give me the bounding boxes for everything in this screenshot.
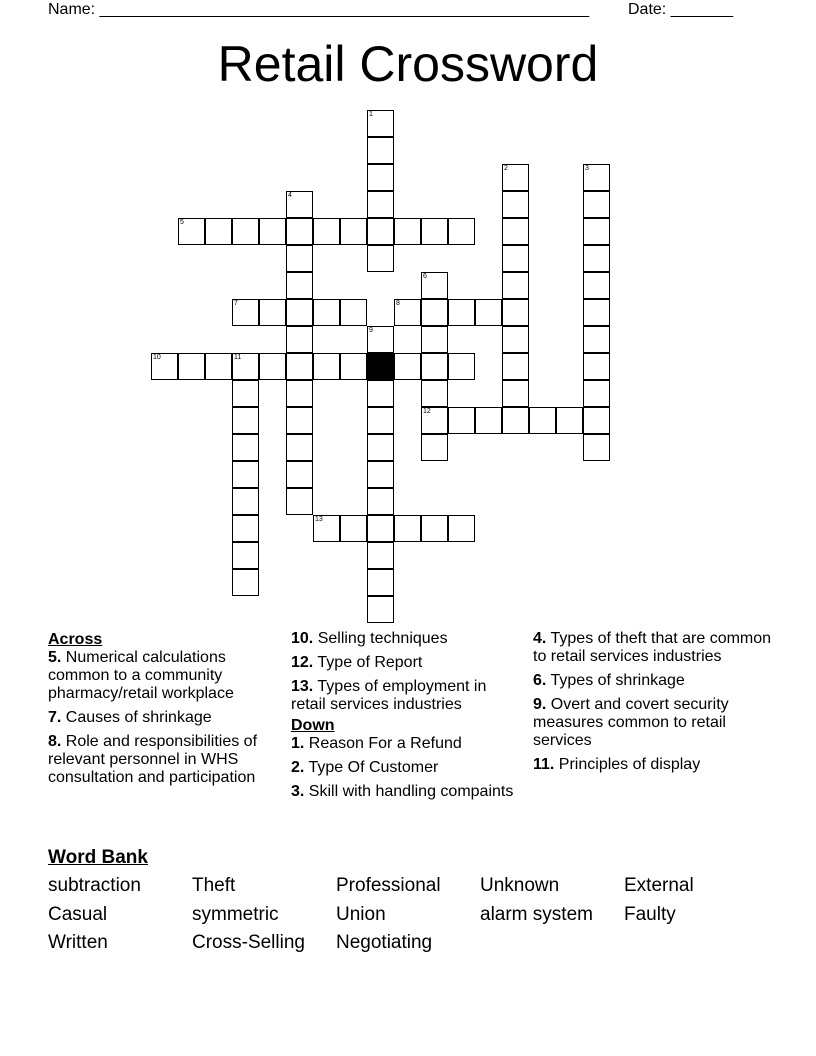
grid-cell[interactable]	[502, 353, 529, 380]
grid-cell[interactable]	[286, 407, 313, 434]
grid-cell[interactable]	[583, 191, 610, 218]
clue-number: 5	[180, 219, 184, 226]
grid-cell[interactable]	[583, 245, 610, 272]
grid-cell[interactable]	[367, 542, 394, 569]
grid-cell[interactable]	[448, 515, 475, 542]
grid-cell[interactable]	[367, 488, 394, 515]
grid-cell[interactable]	[583, 164, 610, 191]
clue-item	[533, 756, 773, 774]
clue-number: 5.	[48, 649, 62, 666]
grid-cell[interactable]	[421, 515, 448, 542]
grid-cell[interactable]	[286, 488, 313, 515]
clue-number: 7.	[48, 709, 62, 726]
down-heading: Down	[291, 717, 335, 734]
grid-cell[interactable]	[313, 218, 340, 245]
clues-column-1	[48, 630, 280, 793]
grid-cell[interactable]	[475, 407, 502, 434]
grid-cell[interactable]	[421, 434, 448, 461]
clue-number: 1	[369, 111, 373, 118]
clue-text: Types of shrinkage	[546, 672, 685, 689]
grid-cell[interactable]	[367, 245, 394, 272]
grid-cell[interactable]	[232, 380, 259, 407]
clue-item	[291, 678, 523, 714]
clue-text: Skill with handling compaints	[304, 783, 514, 800]
clue-list	[48, 649, 280, 787]
grid-cell[interactable]	[367, 515, 394, 542]
grid-cell[interactable]	[151, 353, 178, 380]
clue-number: 3.	[291, 783, 305, 800]
grid-cell[interactable]	[583, 407, 610, 434]
word-bank-item: Negotiating	[336, 932, 433, 953]
clue-number: 2	[504, 165, 508, 172]
clue-number: 6.	[533, 672, 547, 689]
across-heading: Across	[48, 631, 103, 648]
clue-number: 9.	[533, 696, 547, 713]
grid-cell[interactable]	[367, 407, 394, 434]
clue-number: 3	[585, 165, 589, 172]
grid-cell[interactable]	[394, 353, 421, 380]
word-bank-item: symmetric	[192, 903, 279, 925]
grid-cell[interactable]	[259, 353, 286, 380]
grid-cell[interactable]	[232, 461, 259, 488]
grid-cell[interactable]	[421, 326, 448, 353]
grid-cell[interactable]	[232, 488, 259, 515]
clue-number: 8.	[48, 733, 62, 750]
grid-cell[interactable]	[583, 272, 610, 299]
grid-cell[interactable]	[367, 569, 394, 596]
grid-cell[interactable]	[259, 218, 286, 245]
grid-cell[interactable]	[367, 110, 394, 137]
grid-cell[interactable]	[529, 407, 556, 434]
word-bank-item: Theft	[192, 875, 236, 896]
word-bank-item: Casual	[48, 903, 108, 925]
clue-item	[291, 630, 523, 648]
grid-cell[interactable]	[232, 434, 259, 461]
grid-cell[interactable]	[502, 272, 529, 299]
clue-list	[291, 630, 523, 714]
grid-cell[interactable]	[394, 299, 421, 326]
word-bank-item: Professional	[336, 875, 441, 896]
clue-text: Principles of display	[554, 756, 701, 773]
grid-cell[interactable]	[205, 218, 232, 245]
clue-number: 8	[396, 300, 400, 307]
word-bank-item: External	[624, 875, 694, 896]
clue-number: 1.	[291, 735, 305, 752]
grid-cell[interactable]	[502, 380, 529, 407]
clue-number: 11	[234, 354, 242, 361]
clue-text: Role and responsibilities of relevant personnel in WHS consultation and participation	[48, 733, 258, 786]
grid-cell[interactable]	[583, 380, 610, 407]
grid-cell[interactable]	[232, 569, 259, 596]
grid-cell[interactable]	[475, 299, 502, 326]
date-field-label: Date: _______	[628, 1, 733, 18]
clue-item	[48, 733, 280, 787]
grid-cell[interactable]	[583, 326, 610, 353]
grid-cell[interactable]	[286, 299, 313, 326]
word-bank	[48, 872, 768, 958]
clue-item	[291, 735, 523, 753]
grid-cell[interactable]	[232, 353, 259, 380]
clue-item	[48, 709, 280, 727]
grid-cell[interactable]	[502, 326, 529, 353]
grid-cell[interactable]	[286, 191, 313, 218]
grid-cell[interactable]	[286, 434, 313, 461]
clue-item	[291, 783, 523, 801]
grid-cell[interactable]	[340, 218, 367, 245]
grid-cell[interactable]	[367, 461, 394, 488]
word-bank-item: Cross-Selling	[192, 932, 305, 953]
grid-cell[interactable]	[556, 407, 583, 434]
clue-item	[48, 649, 280, 703]
grid-cell[interactable]	[367, 164, 394, 191]
clues-column-2	[291, 630, 523, 807]
grid-cell[interactable]	[367, 191, 394, 218]
grid-cell[interactable]	[232, 299, 259, 326]
clue-number: 13.	[291, 678, 314, 695]
clue-item	[291, 654, 523, 672]
grid-cell[interactable]	[367, 434, 394, 461]
clue-number: 6	[423, 273, 427, 280]
grid-cell[interactable]	[394, 218, 421, 245]
grid-cell[interactable]	[421, 380, 448, 407]
clue-item	[533, 630, 773, 666]
clues-column-3	[533, 630, 773, 780]
grid-cell[interactable]	[502, 164, 529, 191]
grid-cell[interactable]	[583, 218, 610, 245]
grid-cell[interactable]	[502, 299, 529, 326]
grid-cell[interactable]	[232, 218, 259, 245]
grid-cell[interactable]	[367, 380, 394, 407]
clue-number: 11.	[533, 756, 555, 773]
grid-cell[interactable]	[502, 245, 529, 272]
clue-number: 4	[288, 192, 292, 199]
grid-cell[interactable]	[313, 515, 340, 542]
word-bank-item: alarm system	[480, 903, 593, 925]
grid-cell[interactable]	[448, 407, 475, 434]
clue-text: Numerical calculations common to a community pharmacy/retail workplace	[48, 649, 234, 702]
grid-cell[interactable]	[394, 515, 421, 542]
clue-text: Causes of shrinkage	[61, 709, 212, 726]
grid-cell[interactable]	[421, 218, 448, 245]
grid-cell[interactable]	[232, 542, 259, 569]
grid-cell[interactable]	[340, 353, 367, 380]
grid-cell[interactable]	[448, 353, 475, 380]
grid-cell[interactable]	[583, 299, 610, 326]
name-field-label: Name: _______________________________________________________	[48, 1, 589, 18]
clue-number: 13	[315, 516, 323, 523]
clue-text: Type Of Customer	[304, 759, 439, 776]
word-bank-item: Faulty	[624, 903, 676, 925]
word-bank-item: subtraction	[48, 875, 141, 896]
grid-cell[interactable]	[313, 299, 340, 326]
clue-item	[291, 759, 523, 777]
grid-cell[interactable]	[502, 407, 529, 434]
clue-number: 12	[423, 408, 431, 415]
clue-text: Types of employment in retail services industries	[291, 678, 487, 713]
clue-list	[291, 735, 523, 801]
word-bank-title: Word Bank	[48, 847, 148, 868]
grid-cell[interactable]	[421, 407, 448, 434]
grid-cell[interactable]	[340, 515, 367, 542]
clue-list	[533, 630, 773, 774]
grid-cell[interactable]	[367, 218, 394, 245]
grid-cell[interactable]	[340, 299, 367, 326]
grid-cell[interactable]	[286, 461, 313, 488]
clue-text: Types of theft that are common to retail services industries	[533, 630, 772, 665]
grid-cell[interactable]	[367, 137, 394, 164]
clue-item	[533, 696, 773, 750]
grid-cell[interactable]	[178, 353, 205, 380]
grid-cell[interactable]	[448, 218, 475, 245]
grid-cell[interactable]	[502, 218, 529, 245]
clue-number: 12.	[291, 654, 314, 671]
grid-cell[interactable]	[367, 596, 394, 623]
grid-cell[interactable]	[205, 353, 232, 380]
grid-cell[interactable]	[448, 299, 475, 326]
grid-cell[interactable]	[502, 191, 529, 218]
grid-cell[interactable]	[583, 434, 610, 461]
grid-cell[interactable]	[421, 299, 448, 326]
page-title: Retail Crossword	[217, 36, 599, 92]
grid-cell[interactable]	[421, 272, 448, 299]
clue-text: Reason For a Refund	[304, 735, 462, 752]
grid-cell[interactable]	[583, 353, 610, 380]
grid-cell[interactable]	[232, 407, 259, 434]
black-cell	[367, 353, 394, 380]
grid-cell[interactable]	[178, 218, 205, 245]
clue-number: 2.	[291, 759, 305, 776]
grid-cell[interactable]	[286, 380, 313, 407]
clue-text: Overt and covert security measures common to retail services	[533, 696, 729, 749]
clue-item	[533, 672, 773, 690]
grid-cell[interactable]	[286, 245, 313, 272]
grid-cell[interactable]	[367, 326, 394, 353]
clue-number: 4.	[533, 630, 547, 647]
grid-cell[interactable]	[421, 353, 448, 380]
clue-number: 9	[369, 327, 373, 334]
grid-cell[interactable]	[286, 218, 313, 245]
clue-text: Selling techniques	[313, 630, 448, 647]
clue-number: 10	[153, 354, 161, 361]
grid-cell[interactable]	[286, 353, 313, 380]
clue-number: 7	[234, 300, 238, 307]
grid-cell[interactable]	[232, 515, 259, 542]
clue-text: Type of Report	[313, 654, 423, 671]
clue-number: 10.	[291, 630, 314, 647]
grid-cell[interactable]	[313, 353, 340, 380]
grid-cell[interactable]	[286, 272, 313, 299]
word-bank-item: Unknown	[480, 875, 560, 896]
word-bank-item: Union	[336, 903, 386, 925]
grid-cell[interactable]	[286, 326, 313, 353]
grid-cell[interactable]	[259, 299, 286, 326]
word-bank-item: Written	[48, 932, 108, 953]
